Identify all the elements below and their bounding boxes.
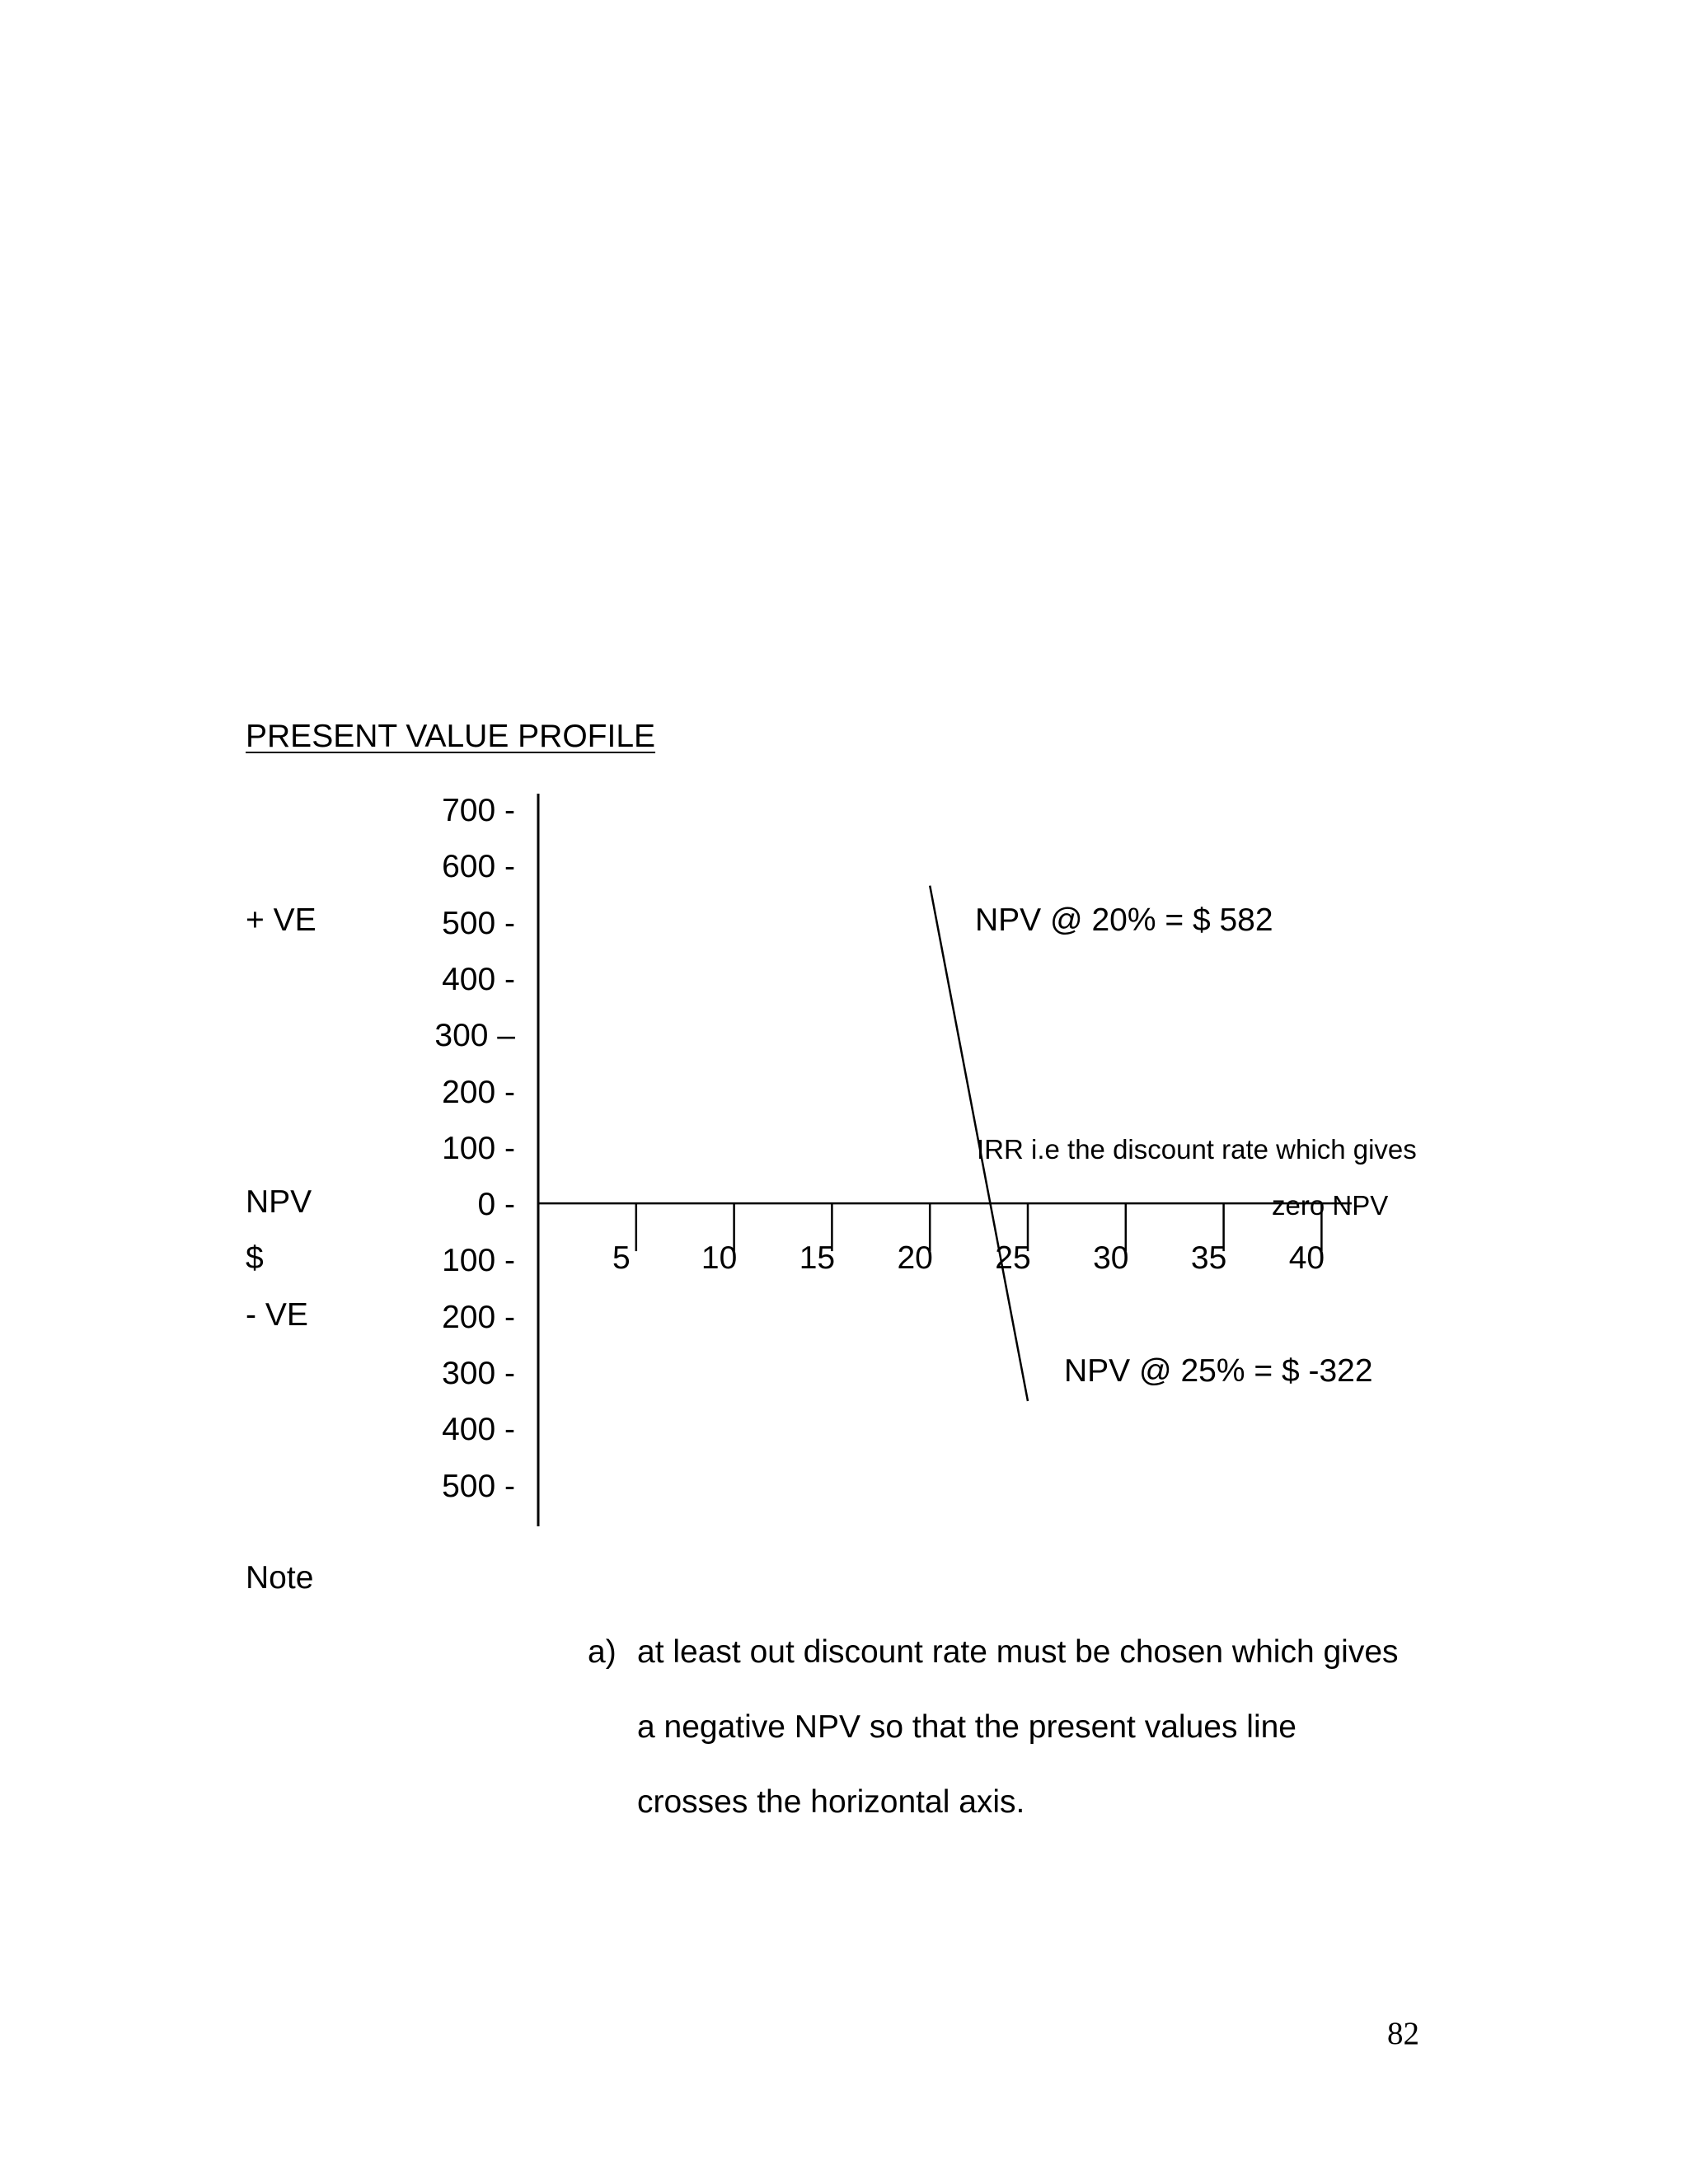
y-tick-label: 100 -: [442, 1130, 515, 1166]
note-item-marker: a): [588, 1634, 617, 1670]
irr-annotation-line1: IRR i.e the discount rate which gives: [977, 1134, 1417, 1165]
x-tick-label: 15: [799, 1240, 836, 1276]
negative-label: - VE: [246, 1297, 308, 1333]
x-tick-label: 10: [701, 1240, 738, 1276]
y-tick-label: 300 -: [442, 1356, 515, 1391]
note-title: Note: [246, 1560, 314, 1596]
y-tick-label: 500 -: [442, 905, 515, 941]
y-tick-label: 300 –: [434, 1018, 515, 1054]
y-tick-label: 400 -: [442, 961, 515, 997]
y-tick-label: 200 -: [442, 1074, 515, 1110]
npv-20-annotation: NPV @ 20% = $ 582: [975, 902, 1273, 938]
positive-label: + VE: [246, 902, 316, 938]
x-tick-label: 5: [612, 1240, 631, 1276]
y-tick-label: 400 -: [442, 1412, 515, 1448]
irr-annotation-line2: zero NPV: [1272, 1190, 1389, 1221]
npv-25-annotation: NPV @ 25% = $ -322: [1064, 1353, 1373, 1389]
y-tick-label: 500 -: [442, 1468, 515, 1504]
note-line-1: at least out discount rate must be chosen which gives: [637, 1634, 1399, 1670]
y-tick-label: 200 -: [442, 1299, 515, 1335]
x-tick-label: 40: [1288, 1240, 1325, 1276]
note-line-2: a negative NPV so that the present values line: [637, 1709, 1296, 1745]
x-tick-label: 35: [1190, 1240, 1227, 1276]
x-tick-label: 25: [995, 1240, 1031, 1276]
x-tick-label: 30: [1093, 1240, 1129, 1276]
page-number: 82: [1387, 2016, 1419, 2051]
y-tick-label: 100 -: [442, 1243, 515, 1279]
dollar-label: $: [246, 1240, 264, 1276]
y-tick-label: 600 -: [442, 849, 515, 885]
npv-label: NPV: [246, 1184, 312, 1220]
page-heading: PRESENT VALUE PROFILE: [246, 719, 656, 754]
y-tick-label: 0 -: [477, 1187, 515, 1223]
y-tick-label: 700 -: [442, 793, 515, 828]
note-line-3: crosses the horizontal axis.: [637, 1784, 1025, 1820]
x-tick-label: 20: [897, 1240, 933, 1276]
